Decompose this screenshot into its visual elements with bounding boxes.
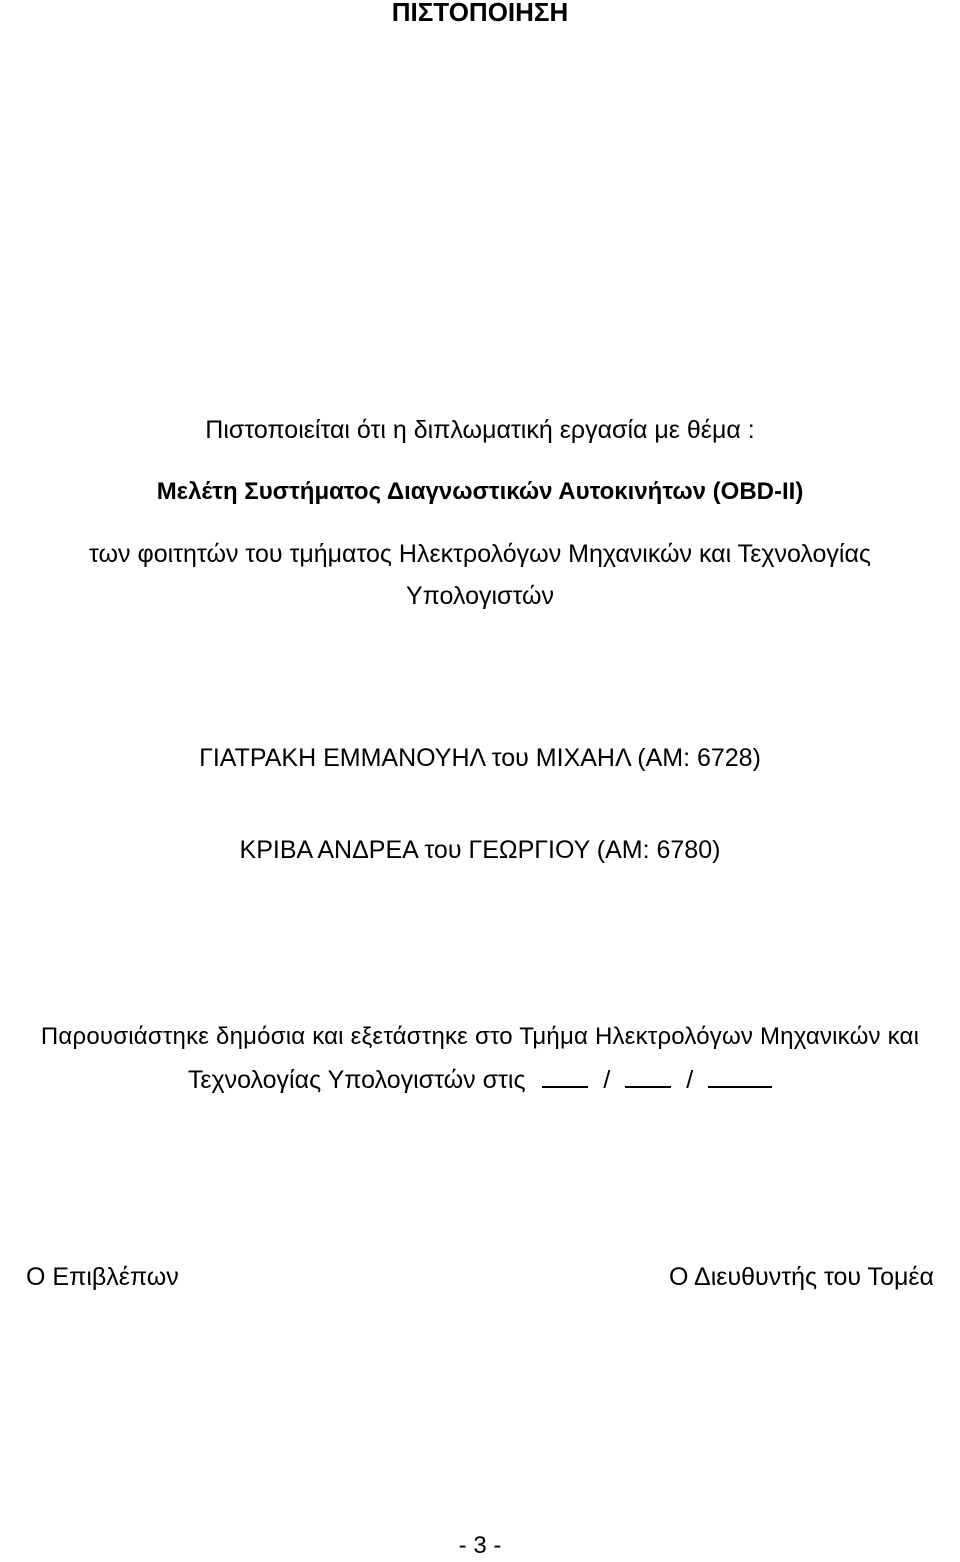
director-label: Ο Διευθυντής του Τομέα — [669, 1263, 934, 1291]
students-description-line1: των φοιτητών του τμήματος Ηλεκτρολόγων Μηχανικών και Τεχνολογίας — [89, 540, 871, 568]
student-2: ΚΡΙΒΑ ΑΝΔΡΕΑ του ΓΕΩΡΓΙΟΥ (ΑΜ: 6780) — [239, 836, 721, 864]
presentation-line2 — [0, 1064, 960, 1096]
date-year-blank — [708, 1064, 772, 1088]
certify-intro: Πιστοποιείται ότι η διπλωματική εργασία με θέμα : — [205, 416, 755, 444]
supervisor-label: Ο Επιβλέπων — [26, 1263, 179, 1291]
presentation-line2-text: Τεχνολογίας Υπολογιστών στις — [187, 1066, 526, 1094]
date-separator-2: / — [686, 1066, 694, 1094]
date-month-blank — [625, 1064, 671, 1088]
student-1: ΓΙΑΤΡΑΚΗ ΕΜΜΑΝΟΥΗΛ του ΜΙΧΑΗΛ (ΑΜ: 6728) — [199, 744, 761, 772]
presentation-line1: Παρουσιάστηκε δημόσια και εξετάστηκε στο Τμήμα Ηλεκτρολόγων Μηχανικών και — [40, 1023, 920, 1050]
date-day-blank — [542, 1064, 588, 1088]
date-separator-1: / — [603, 1066, 611, 1094]
document-title: ΠΙΣΤΟΠΟΙΗΣΗ — [391, 0, 569, 27]
thesis-title: Μελέτη Συστήματος Διαγνωστικών Αυτοκινήτων (OBD-II) — [156, 478, 804, 505]
page-number: - 3 - — [458, 1532, 502, 1559]
students-description-line2: Υπολογιστών — [405, 582, 555, 610]
